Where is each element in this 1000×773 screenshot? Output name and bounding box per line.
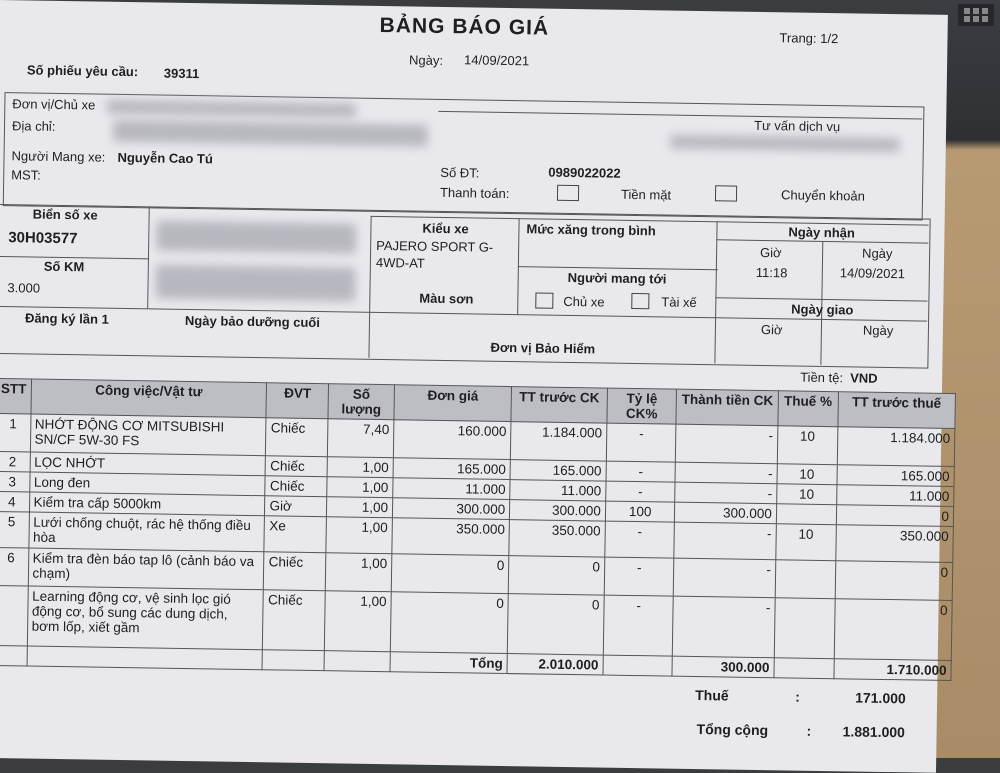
first-registration-label: Đăng ký lần 1 — [24, 310, 109, 327]
item-tax-rate: 10 — [776, 524, 836, 561]
tax-code-label: MST: — [11, 167, 41, 183]
empty-cell — [774, 658, 834, 679]
tax-label: Thuế — [695, 687, 729, 704]
item-quantity: 1,00 — [326, 517, 392, 554]
grand-total-colon: : — [806, 722, 812, 739]
driver-checkbox — [631, 293, 649, 309]
payment-checkbox — [557, 185, 579, 201]
column-header: TT trước CK — [511, 387, 607, 423]
item-unit-price: 165.000 — [393, 458, 511, 480]
item-discount-amount: - — [675, 482, 777, 504]
item-tax-rate — [775, 560, 835, 599]
column-header: Tỷ lệ CK% — [607, 388, 677, 424]
driver-option-label: Tài xế — [661, 294, 697, 310]
document-date: 14/09/2021 — [464, 52, 530, 69]
item-before-tax: 0 — [835, 561, 953, 601]
item-unit: Chiếc — [264, 552, 326, 591]
empty-cell — [262, 650, 324, 671]
paint-color-label: Màu sơn — [419, 290, 474, 307]
row-number: 4 — [0, 491, 29, 512]
delivery-date-label: Ngày giao — [791, 301, 854, 318]
request-number: 39311 — [163, 65, 200, 82]
row-number: 1 — [0, 413, 31, 452]
plate-number: 30H03577 — [8, 229, 78, 248]
item-quantity: 7,40 — [328, 419, 394, 458]
received-date-label: Ngày nhận — [788, 224, 856, 241]
tax-colon: : — [795, 688, 800, 705]
item-discount-rate: 100 — [605, 501, 675, 522]
item-before-tax: 1.184.000 — [837, 427, 955, 467]
model-line1: PAJERO SPORT G- — [376, 237, 494, 255]
item-before-tax: 165.000 — [837, 465, 955, 487]
item-before-discount: 350.000 — [509, 520, 605, 557]
item-tax-rate: 10 — [777, 426, 837, 465]
item-unit: Chiếc — [266, 456, 328, 477]
empty-cell — [27, 646, 263, 670]
column-header: TT trước thuế — [838, 392, 956, 429]
cash-label: Tiền mặt — [620, 186, 672, 203]
item-discount-amount: 300.000 — [675, 502, 777, 524]
km-value: 3.000 — [7, 280, 41, 296]
bringer-label: Người Mang xe: — [11, 148, 106, 165]
item-quantity: 1,00 — [327, 457, 393, 478]
grand-total-value: 1.881.000 — [842, 723, 906, 741]
bringer-name: Nguyễn Cao Tú — [117, 149, 213, 167]
item-unit: Chiếc — [266, 418, 328, 457]
item-discount-rate: - — [603, 595, 674, 656]
item-unit-price: 160.000 — [393, 420, 511, 460]
item-discount-amount: - — [674, 558, 776, 598]
redacted-vehicle-info — [155, 264, 356, 301]
received-day-label: Ngày — [862, 245, 893, 262]
item-before-tax: 0 — [834, 599, 952, 661]
row-number: 6 — [0, 547, 28, 586]
item-quantity: 1,00 — [325, 591, 392, 652]
payment-label: Thanh toán: — [439, 184, 510, 202]
column-header: Công việc/Vật tư — [31, 379, 268, 418]
item-before-discount: 1.184.000 — [511, 422, 607, 461]
item-unit-price: 300.000 — [392, 498, 510, 520]
total-discount: 300.000 — [672, 656, 774, 678]
owner-label: Đơn vị/Chủ xe — [12, 96, 96, 113]
item-description: Learning động cơ, vệ sinh lọc gió động cơ, bổ sung các dung dịch, bơm lốp, xiết gầm — [27, 586, 264, 650]
item-unit: Xe — [264, 516, 326, 553]
item-before-discount: 11.000 — [510, 480, 606, 501]
item-discount-amount: - — [676, 424, 778, 464]
item-quantity: 1,00 — [327, 477, 393, 498]
item-description: Lưới chống chuột, rác hệ thống điều hòa — [28, 512, 265, 552]
item-quantity: 1,00 — [327, 497, 393, 518]
received-time-label: Giờ — [760, 244, 782, 261]
item-unit-price: 11.000 — [393, 478, 511, 500]
item-tax-rate: 10 — [777, 464, 837, 485]
owner-option-label: Chủ xe — [563, 293, 605, 310]
column-header: Thành tiền CK — [676, 389, 778, 426]
item-discount-amount: - — [673, 596, 775, 658]
item-unit-price: 0 — [390, 592, 508, 654]
item-discount-rate: - — [606, 423, 676, 462]
advisor-label: Tư vấn dịch vụ — [754, 117, 841, 135]
item-description: NHỚT ĐỘNG CƠ MITSUBISHI SN/CF 5W-30 FS — [30, 414, 267, 456]
cash-checkbox — [715, 185, 737, 201]
item-unit-price: 0 — [391, 554, 509, 594]
item-discount-rate: - — [605, 521, 675, 558]
item-before-tax: 0 — [836, 505, 954, 527]
item-discount-amount: - — [675, 462, 777, 484]
item-before-discount: 0 — [508, 594, 605, 655]
total-label: Tổng — [390, 652, 508, 674]
tax-value: 171.000 — [855, 689, 906, 707]
redacted-vehicle-info — [156, 220, 356, 253]
item-discount-rate: - — [606, 461, 676, 482]
item-description: Kiểm tra cấp 5000km — [29, 492, 265, 516]
bringer-to-label: Người mang tới — [567, 269, 667, 287]
total-before-discount: 2.010.000 — [507, 654, 603, 675]
item-unit: Chiếc — [265, 476, 327, 497]
total-before-tax: 1.710.000 — [834, 659, 952, 681]
item-unit-price: 350.000 — [392, 518, 510, 556]
item-tax-rate — [774, 598, 835, 659]
document-title: BẢNG BÁO GIÁ — [379, 13, 550, 40]
currency-label: Tiền tệ: — [800, 369, 844, 386]
plate-label: Biển số xe — [32, 206, 98, 223]
owner-checkbox — [535, 292, 553, 308]
item-unit: Giờ — [265, 496, 327, 517]
received-time: 11:18 — [755, 264, 788, 281]
item-discount-rate: - — [604, 557, 674, 596]
item-discount-amount: - — [674, 522, 776, 560]
item-before-discount: 300.000 — [510, 500, 606, 521]
page-number: Trang: 1/2 — [779, 30, 839, 47]
item-before-discount: 0 — [508, 556, 604, 595]
delivery-time-label: Giờ — [760, 321, 783, 338]
last-service-label: Ngày bảo dưỡng cuối — [184, 312, 321, 331]
model-line2: 4WD-AT — [375, 254, 425, 271]
column-header: Thuế % — [778, 391, 838, 427]
delivery-day-label: Ngày — [862, 322, 894, 339]
row-number: 3 — [0, 471, 30, 492]
item-unit: Chiếc — [263, 590, 326, 651]
column-header: ĐVT — [266, 383, 328, 419]
item-before-discount: 165.000 — [510, 460, 606, 481]
empty-cell — [324, 651, 390, 672]
column-header: Số lượng — [328, 384, 394, 420]
column-header: STT — [0, 378, 31, 414]
grand-total-label: Tổng cộng — [696, 721, 769, 739]
km-label: Số KM — [43, 258, 85, 275]
request-number-label: Số phiếu yêu cầu: — [26, 62, 139, 80]
items-table — [0, 378, 956, 681]
currency-value: VND — [850, 370, 878, 386]
phone-label: Số ĐT: — [440, 164, 480, 181]
fuel-level-label: Mức xăng trong bình — [526, 221, 656, 239]
column-header: Đơn giá — [394, 385, 512, 422]
item-description: Long đen — [29, 472, 265, 496]
model-label: Kiểu xe — [422, 220, 469, 237]
empty-cell — [603, 655, 673, 676]
item-before-tax: 11.000 — [836, 485, 954, 507]
item-before-tax: 350.000 — [835, 525, 953, 563]
item-description: Kiểm tra đèn báo tap lô (cảnh báo va chạm) — [28, 548, 265, 590]
address-label: Địa chỉ: — [11, 118, 56, 134]
item-description: LỌC NHỚT — [30, 452, 266, 476]
received-date: 14/09/2021 — [839, 265, 906, 282]
phone-number: 0989022022 — [548, 164, 621, 181]
row-number: 2 — [0, 451, 30, 472]
item-quantity: 1,00 — [325, 553, 391, 592]
item-tax-rate: 10 — [777, 484, 837, 505]
row-number: 5 — [0, 511, 29, 548]
insurer-label: Đơn vị Bảo Hiểm — [490, 339, 596, 357]
window-grid-icon — [958, 4, 994, 26]
empty-cell — [0, 645, 27, 666]
transfer-label: Chuyển khoản — [780, 187, 865, 204]
row-number — [0, 585, 28, 646]
item-tax-rate — [776, 504, 836, 525]
item-discount-rate: - — [606, 481, 676, 502]
date-label: Ngày: — [408, 52, 444, 68]
